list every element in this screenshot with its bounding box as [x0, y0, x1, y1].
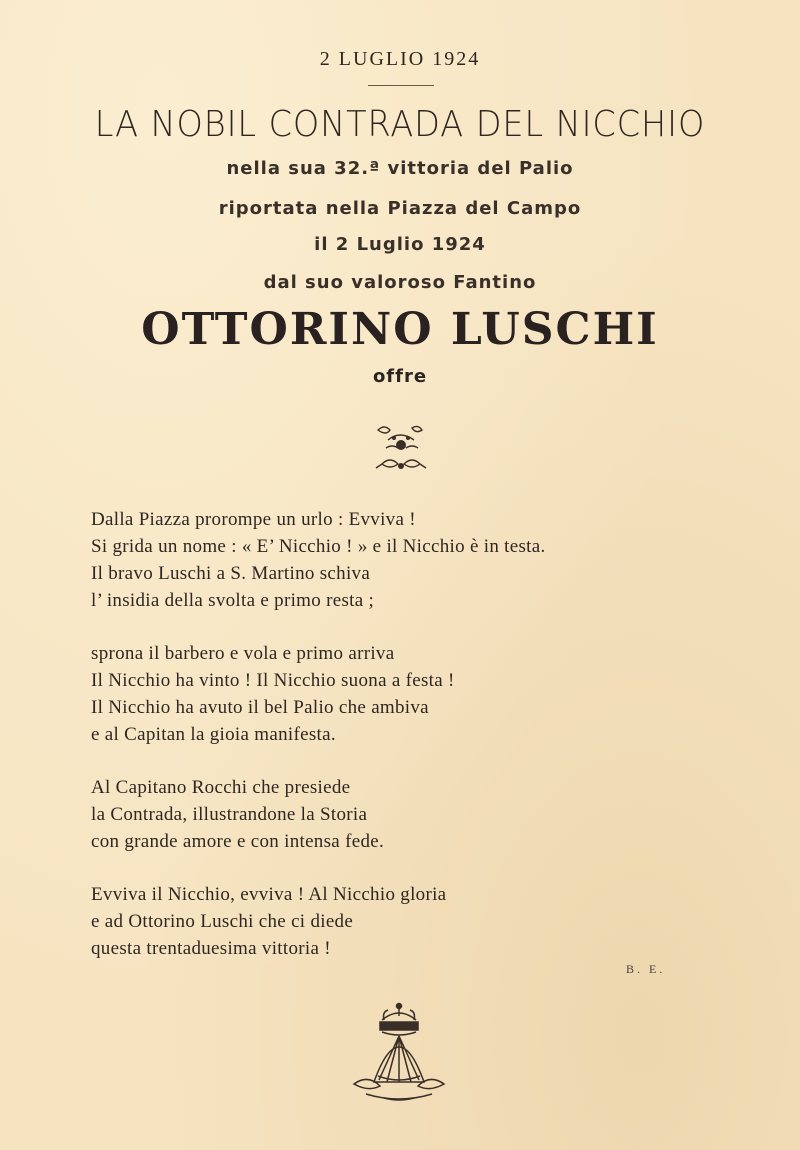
- crown-shell-emblem-icon: [344, 998, 454, 1108]
- poem-stanza-2: [91, 640, 731, 748]
- poem-verse: Il Nicchio ha vinto ! Il Nicchio suona a festa !: [91, 670, 455, 691]
- date-underline: [368, 85, 434, 86]
- poem-verse: Dalla Piazza prorompe un urlo : Evviva !: [91, 509, 416, 530]
- offers-word: offre: [372, 366, 428, 387]
- poem-verse: Al Capitano Rocchi che presiede: [91, 777, 351, 798]
- poem-verse: Si grida un nome : « E’ Nicchio ! » e il Nicchio è in testa.: [91, 536, 546, 557]
- author-initials: B. E.: [626, 962, 666, 976]
- dedication-line-3: il 2 Luglio 1924: [314, 234, 486, 255]
- poem-stanza-1: [91, 506, 731, 614]
- date-heading: 2 LUGLIO 1924: [319, 48, 481, 70]
- poem-stanza-4: [91, 881, 731, 962]
- jockey-name: OTTORINO LUSCHI: [141, 304, 659, 355]
- poem-verse: Evviva il Nicchio, evviva ! Al Nicchio gloria: [91, 884, 447, 905]
- floral-ornament-icon: [368, 418, 434, 482]
- poem-stanza-3: [91, 774, 731, 855]
- contrada-headline: LA NOBIL CONTRADA DEL NICCHIO: [94, 104, 706, 145]
- dedication-line-4: dal suo valoroso Fantino: [263, 272, 537, 293]
- poem-verse: l’ insidia della svolta e primo resta ;: [91, 590, 375, 611]
- poem-verse: questa trentaduesima vittoria !: [91, 938, 331, 959]
- poem-verse: con grande amore e con intensa fede.: [91, 831, 385, 852]
- poem-verse: e ad Ottorino Luschi che ci diede: [91, 911, 354, 932]
- poem-verse: Il bravo Luschi a S. Martino schiva: [91, 563, 371, 584]
- poem: [91, 506, 731, 988]
- poem-verse: sprona il barbero e vola e primo arriva: [91, 643, 395, 664]
- poem-verse: e al Capitan la gioia manifesta.: [91, 724, 336, 745]
- dedication-line-2: riportata nella Piazza del Campo: [218, 198, 582, 219]
- poem-verse: la Contrada, illustrandone la Storia: [91, 804, 368, 825]
- poem-verse: Il Nicchio ha avuto il bel Palio che ambiva: [91, 697, 429, 718]
- dedication-line-1: nella sua 32.ª vittoria del Palio: [226, 158, 574, 179]
